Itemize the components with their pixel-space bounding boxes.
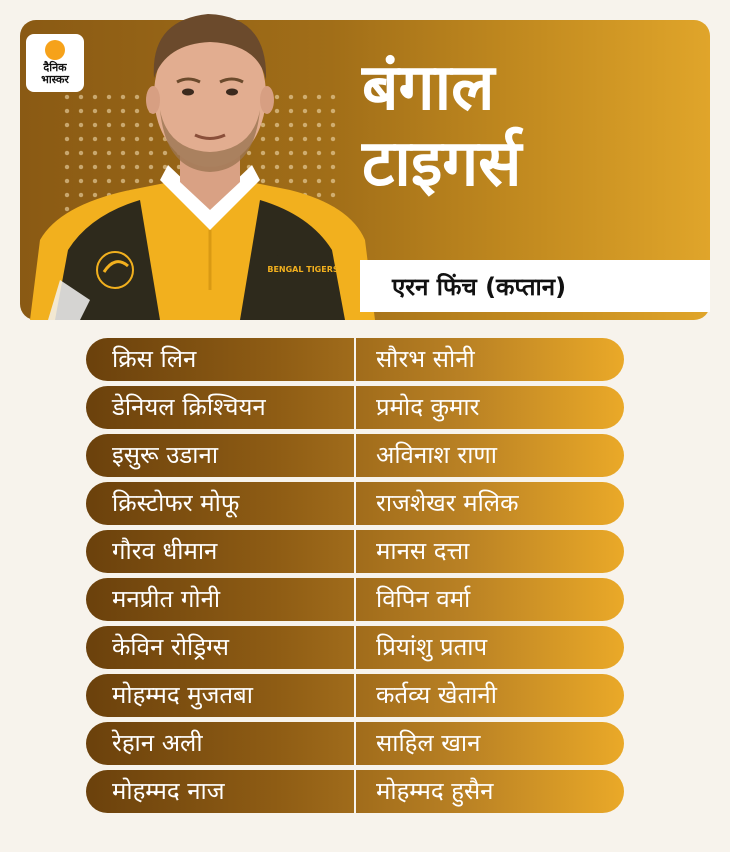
player-name-right: प्रियांशु प्रताप — [376, 633, 488, 661]
player-name-left: इसुरू उडाना — [112, 441, 219, 469]
player-name-right: अविनाश राणा — [376, 441, 497, 469]
jersey-brand-text: BENGAL TIGERS — [267, 265, 339, 274]
player-name-left: क्रिस लिन — [112, 345, 197, 373]
team-title-line2: टाइगर्स — [362, 127, 522, 201]
row-divider — [354, 578, 356, 621]
logo-text-line2: भास्कर — [41, 73, 69, 86]
player-name-right: कर्तव्य खेतानी — [376, 681, 497, 709]
player-name-right: मोहम्मद हुसैन — [376, 777, 494, 805]
roster-row — [86, 626, 624, 669]
player-name-right: प्रमोद कुमार — [376, 393, 480, 421]
logo-text-line1: दैनिक — [43, 61, 67, 74]
row-divider — [354, 530, 356, 573]
row-divider — [354, 674, 356, 717]
roster-row — [86, 674, 624, 717]
row-divider — [354, 386, 356, 429]
row-divider — [354, 770, 356, 813]
player-name-right: मानस दत्ता — [376, 537, 470, 565]
player-name-left: मोहम्मद नाज — [112, 777, 225, 805]
row-divider — [354, 626, 356, 669]
roster-row — [86, 482, 624, 525]
captain-name: एरन फिंच (कप्तान) — [392, 272, 567, 301]
player-name-right: राजशेखर मलिक — [376, 489, 519, 517]
player-name-left: डेनियल क्रिश्चियन — [112, 393, 266, 421]
player-name-right: सौरभ सोनी — [376, 345, 475, 373]
player-name-left: रेहान अली — [112, 729, 203, 757]
roster-row — [86, 578, 624, 621]
row-divider — [354, 434, 356, 477]
row-divider — [354, 482, 356, 525]
player-name-right: विपिन वर्मा — [376, 585, 471, 613]
player-name-left: केविन रोड्रिग्स — [112, 633, 229, 661]
roster-row — [86, 434, 624, 477]
team-title-line1: बंगाल — [362, 51, 495, 125]
captain-strip — [360, 260, 710, 312]
row-divider — [354, 722, 356, 765]
sun-icon — [45, 40, 65, 60]
player-name-left: मोहम्मद मुजतबा — [112, 681, 253, 709]
dainik-bhaskar-logo — [26, 34, 84, 92]
player-name-left: मनप्रीत गोनी — [112, 585, 221, 613]
team-title — [362, 50, 702, 202]
player-name-left: क्रिस्टोफर मोफू — [112, 489, 240, 517]
roster-row — [86, 530, 624, 573]
player-name-left: गौरव धीमान — [112, 537, 218, 565]
player-name-right: साहिल खान — [376, 729, 481, 757]
roster-row — [86, 770, 624, 813]
roster-row — [86, 386, 624, 429]
roster-row — [86, 722, 624, 765]
roster-row — [86, 338, 624, 381]
player-roster — [86, 338, 624, 818]
row-divider — [354, 338, 356, 381]
